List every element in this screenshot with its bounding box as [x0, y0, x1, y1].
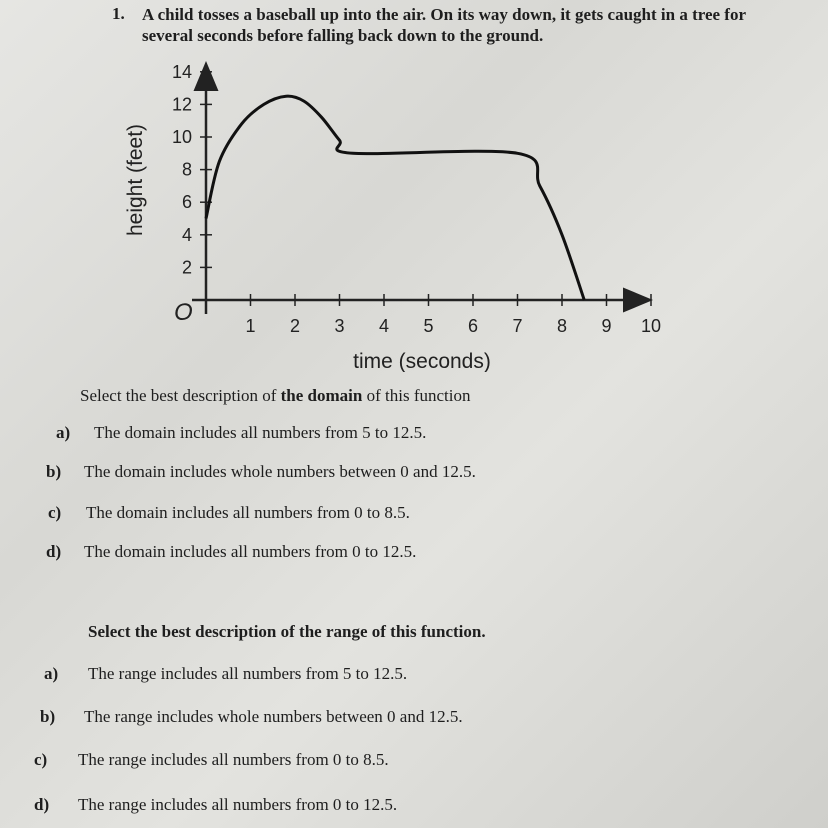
option-text: The range includes whole numbers between 0 and 12.5. [84, 707, 463, 726]
question-number: 1. [112, 4, 125, 23]
x-tick-label: 6 [467, 316, 479, 336]
domain-prompt [80, 386, 471, 406]
range-prompt: Select the best description of the range of this function. [88, 622, 486, 641]
option-letter: c) [48, 503, 62, 522]
option-text: The domain includes all numbers from 0 to 12.5. [84, 542, 417, 561]
y-tick-label: 2 [181, 257, 192, 278]
domain-prompt-start: Select the best description of [80, 386, 281, 405]
range-option-c[interactable] [34, 750, 389, 770]
y-tick-label: 10 [171, 127, 192, 147]
y-tick-label: 14 [171, 61, 192, 82]
x-tick-label: 5 [423, 316, 434, 336]
x-tick-label: 8 [556, 316, 568, 336]
domain-prompt-end: of this function [362, 386, 471, 405]
question-line-2: several seconds before falling back down to the ground. [142, 26, 544, 45]
option-letter: d) [46, 542, 62, 561]
x-tick-label: 10 [640, 316, 662, 336]
y-tick-label: 6 [181, 192, 192, 213]
question-text [142, 4, 802, 46]
option-letter: c) [34, 750, 48, 769]
option-letter: a) [56, 423, 71, 442]
domain-prompt-bold: the domain [280, 386, 363, 405]
x-tick-label: 2 [289, 316, 301, 336]
domain-option-a[interactable] [56, 423, 426, 443]
option-letter: b) [40, 707, 56, 726]
domain-option-d[interactable] [46, 542, 416, 562]
series-line [206, 96, 584, 300]
option-text: The domain includes all numbers from 0 to 8.5. [86, 503, 410, 522]
range-option-d[interactable] [34, 795, 397, 815]
x-tick-label: 1 [245, 316, 256, 336]
x-tick-label: 9 [601, 316, 612, 336]
y-tick-label: 4 [181, 224, 192, 245]
option-text: The domain includes all numbers from 5 to 12.5. [94, 423, 427, 442]
option-text: The range includes all numbers from 0 to 12.5. [78, 795, 398, 814]
option-text: The range includes all numbers from 0 to 8.5. [78, 750, 389, 769]
x-tick-label: 3 [334, 316, 345, 336]
x-tick-label: 7 [512, 316, 523, 336]
range-option-a[interactable] [44, 664, 407, 684]
option-letter: a) [44, 664, 59, 683]
domain-option-c[interactable] [48, 503, 410, 523]
y-axis-label: height (feet) [124, 123, 147, 237]
x-tick-label: 4 [378, 316, 390, 336]
height-time-graph [100, 52, 680, 372]
option-letter: b) [46, 462, 62, 481]
domain-option-b[interactable] [46, 462, 476, 482]
question-line-1: A child tosses a baseball up into the air. On its way down, it gets caught in a tree for [142, 5, 747, 24]
option-letter: d) [34, 795, 50, 814]
y-tick-label: 12 [171, 94, 192, 115]
range-option-b[interactable] [40, 707, 463, 727]
origin-label: O [174, 299, 193, 326]
x-axis-label: time (seconds) [353, 350, 491, 372]
option-text: The range includes all numbers from 5 to 12.5. [88, 664, 408, 683]
option-text: The domain includes whole numbers between 0 and 12.5. [84, 462, 476, 481]
y-tick-label: 8 [181, 159, 192, 180]
